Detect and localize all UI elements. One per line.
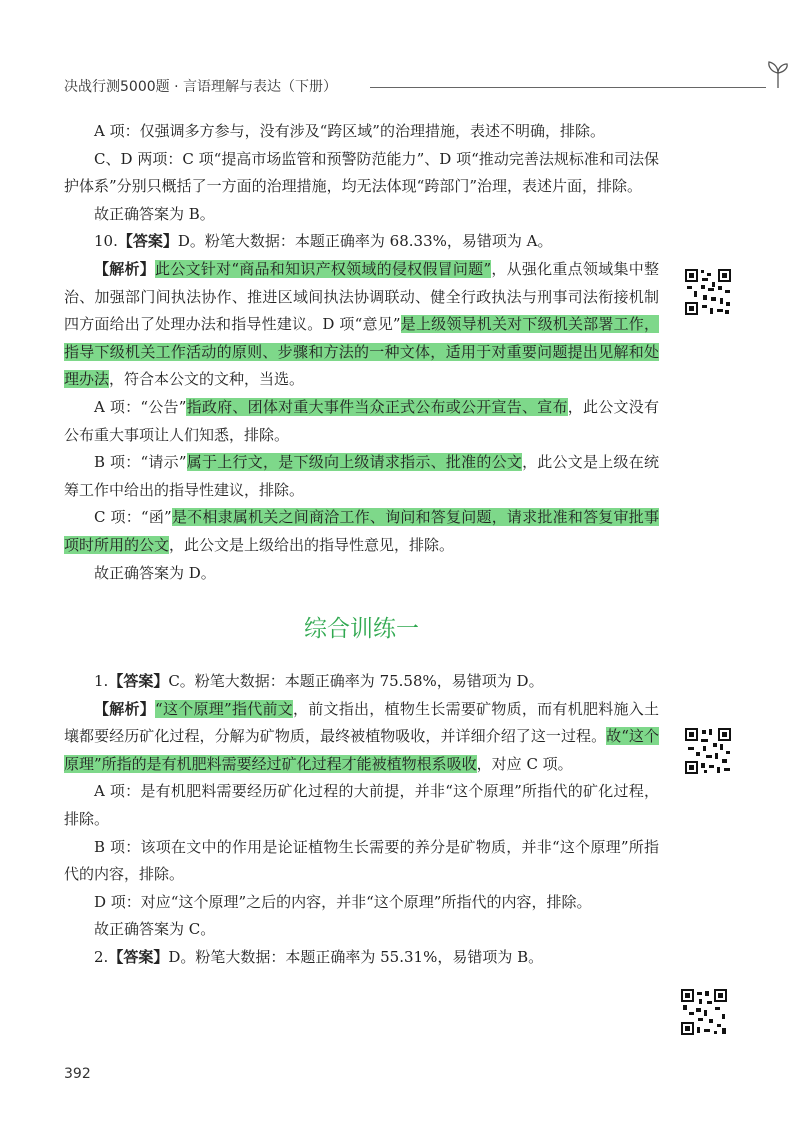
highlighted-text: 是上级领导机关对下级机关部署工作，指导下级机关工作活动的原则、步骤和方法的一种文体，适用于对重要问题提出见解和处理办法 [64, 315, 659, 389]
header-rule [370, 87, 766, 88]
analysis-label: 【解析】 [94, 699, 156, 718]
conclusion: 故正确答案为 D。 [94, 563, 216, 582]
analysis-paragraph: 【解析】此公文针对“商品和知识产权领域的侵权假冒问题”，从强化重点领域集中整治、加强部门间执法协作、推进区域间执法协调联动、健全行政执法与刑事司法衔接机制四方面给出了处理办法和指导性建议。D 项“意见”是上级领导机关对下级机关部署工作，指导下级机关工作活动的原则、步骤和方法的一种文体，适用于对重要问题提出见解和处理办法，符合本公文的文种，当选。 [64, 259, 659, 389]
highlighted-text: 此公文针对“商品和知识产权领域的侵权假冒问题” [155, 259, 492, 278]
paragraph: 故正确答案为 B。 [94, 204, 215, 223]
answer-label: 【答案】 [108, 948, 169, 967]
option-paragraph: B 项：该项在文中的作用是论证植物生长需要的养分是矿物质，并非“这个原理”所指代的内容，排除。 [64, 837, 659, 884]
highlighted-text: 是不相隶属机关之间商洽工作、询问和答复问题，请求批准和答复审批事项时所用的公文 [64, 508, 659, 554]
running-header [64, 74, 754, 104]
answer-line: 1.【答案】C。粉笔大数据：本题正确率为 75.58%，易错项为 D。 [94, 672, 544, 691]
highlighted-text: “这个原理”指代前文 [155, 699, 293, 718]
book-title: 决战行测5000题 · 言语理解与表达（下册） [64, 79, 337, 95]
qr-code-icon[interactable] [680, 988, 728, 1036]
qr-code-icon[interactable] [684, 727, 732, 775]
section-title: 综合训练一 [304, 616, 419, 643]
answer-line: 2.【答案】D。粉笔大数据：本题正确率为 55.31%，易错项为 B。 [94, 948, 544, 967]
highlighted-text: 属于上行文，是下级向上级请求指示、批准的公文 [186, 453, 523, 472]
highlighted-text: 指政府、团体对重大事件当众正式公布或公开宣告、宣布 [186, 397, 568, 416]
qr-code-icon[interactable] [684, 268, 732, 316]
page-number: 392 [64, 1066, 91, 1082]
option-paragraph: B 项：“请示”属于上行文，是下级向上级请求指示、批准的公文，此公文是上级在统筹工作中给出的指导性建议，排除。 [64, 453, 659, 499]
answer-label: 【答案】 [117, 232, 178, 251]
analysis-label: 【解析】 [94, 259, 156, 278]
highlighted-text: 故“这个原理”所指的是有机肥料需要经过矿化过程才能被植物根系吸收 [64, 727, 659, 773]
paragraph: C、D 两项：C 项“提高市场监管和预警防范能力”、D 项“推动完善法规标准和司法保护体系”分别只概括了一方面的治理措施，均无法体现“跨部门”治理，表述片面，排除。 [64, 149, 659, 196]
option-paragraph: A 项：是有机肥料需要经历矿化过程的大前提，并非“这个原理”所指代的矿化过程，排除。 [64, 782, 659, 829]
answer-line: 10.【答案】D。粉笔大数据：本题正确率为 68.33%，易错项为 A。 [94, 232, 553, 251]
answer-label: 【答案】 [108, 672, 169, 691]
option-paragraph: D 项：对应“这个原理”之后的内容，并非“这个原理”所指代的内容，排除。 [94, 892, 592, 911]
conclusion: 故正确答案为 C。 [94, 920, 216, 939]
page-content [64, 118, 659, 972]
paragraph: A 项：仅强调多方参与，没有涉及“跨区域”的治理措施，表述不明确，排除。 [94, 122, 605, 140]
analysis-paragraph: 【解析】“这个原理”指代前文，前文指出，植物生长需要矿物质，而有机肥料施入土壤都要经历矿化过程，分解为矿物质，最终被植物吸收，并详细介绍了这一过程。故“这个原理”所指的是有机肥料需要经过矿化过程才能被植物根系吸收，对应 C 项。 [64, 699, 659, 773]
option-paragraph: A 项：“公告”指政府、团体对重大事件当众正式公布或公开宣告、宣布，此公文没有公布重大事项让人们知悉，排除。 [64, 397, 659, 444]
sprout-icon [762, 58, 794, 90]
option-paragraph: C 项：“函”是不相隶属机关之间商洽工作、询问和答复问题，请求批准和答复审批事项时所用的公文，此公文是上级给出的指导性意见，排除。 [64, 508, 659, 554]
